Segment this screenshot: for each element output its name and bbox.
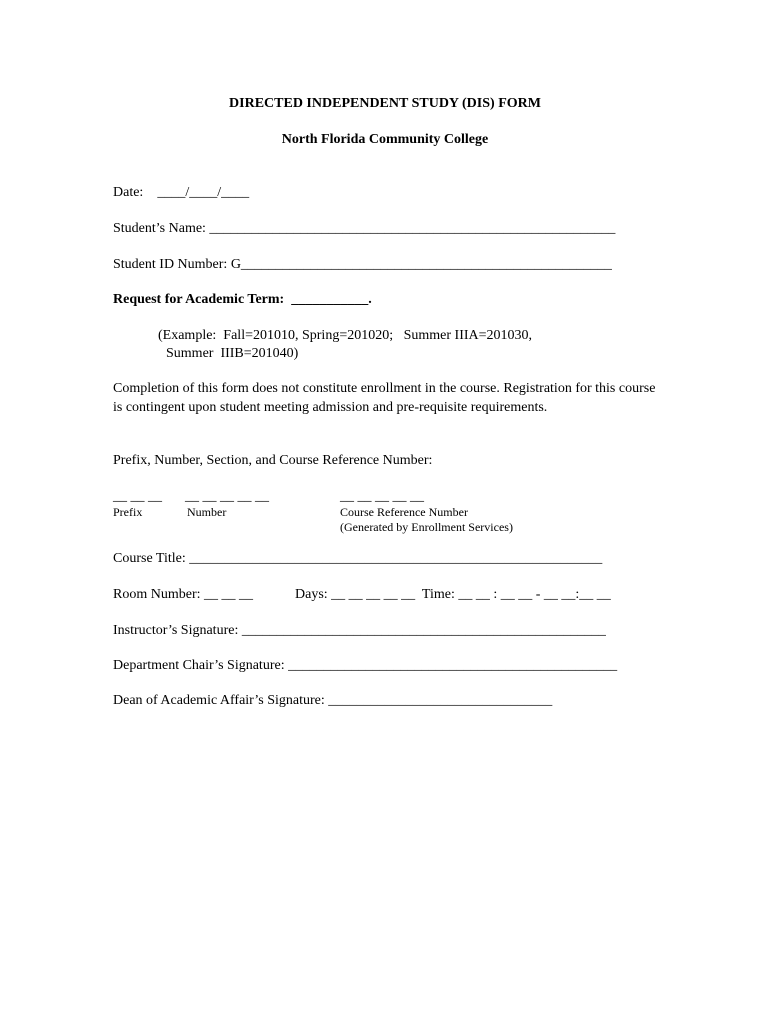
number-blanks: __ __ __ __ __ — [185, 489, 269, 504]
student-id-field: Student ID Number: G_____________________________________________________ — [113, 257, 612, 272]
academic-term-field: Request for Academic Term: ___________. — [113, 292, 372, 307]
dean-signature-field: Dean of Academic Affair’s Signature: ________________________________ — [113, 693, 553, 708]
student-name-field: Student’s Name: __________________________________________________________ — [113, 221, 616, 236]
course-title-field: Course Title: ___________________________________________________________ — [113, 551, 603, 566]
date-field: Date: ____/____/____ — [113, 185, 250, 200]
term-example-line-2: Summer IIIB=201040) — [166, 346, 299, 361]
term-example-line-1: (Example: Fall=201010, Spring=201020; Summer IIIA=201030, — [158, 328, 533, 343]
crn-label: Course Reference Number — [340, 505, 468, 519]
prefix-blanks: __ __ __ — [113, 489, 162, 504]
crn-blanks: __ __ __ __ __ — [340, 489, 424, 504]
enrollment-disclaimer: Completion of this form does not constitute enrollment in the course. Registration for this course is contingent upon student meeting admission and pre-requisite requirements. — [113, 381, 656, 415]
instructor-signature-field: Instructor’s Signature: ____________________________________________________ — [113, 623, 606, 638]
prefix-label: Prefix — [113, 505, 143, 519]
room-number-field: Room Number: __ __ __ — [113, 587, 253, 602]
chair-signature-field: Department Chair’s Signature: _______________________________________________ — [113, 658, 618, 673]
days-time-field: Days: __ __ __ __ __ Time: __ __ : __ __ - __ __:__ __ — [295, 587, 611, 602]
form-title: DIRECTED INDEPENDENT STUDY (DIS) FORM — [229, 96, 541, 111]
number-label: Number — [187, 505, 227, 519]
institution-name: North Florida Community College — [281, 132, 489, 147]
course-fields-label: Prefix, Number, Section, and Course Reference Number: — [113, 453, 433, 468]
crn-note: (Generated by Enrollment Services) — [340, 520, 513, 534]
